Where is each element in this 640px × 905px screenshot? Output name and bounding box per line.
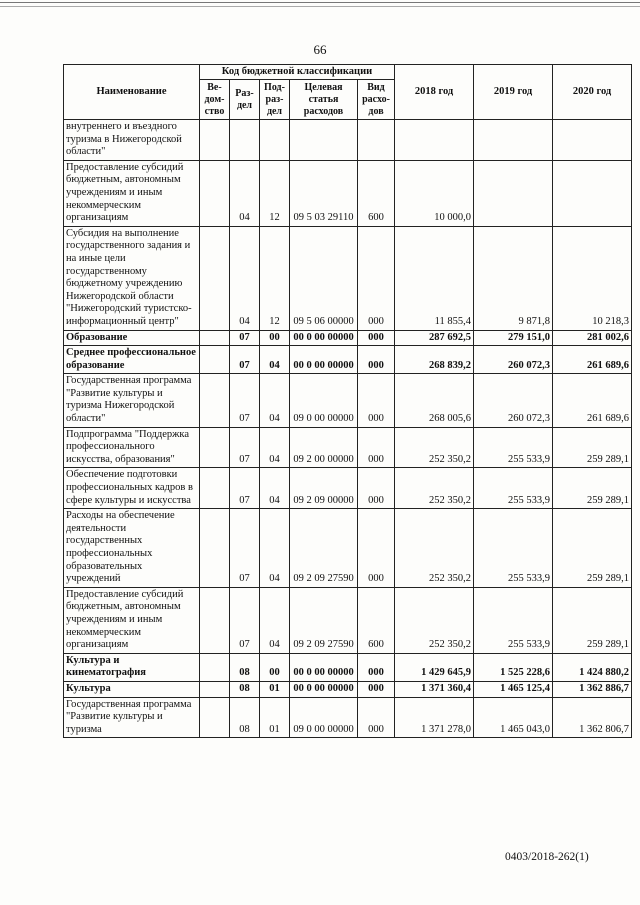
row-name: Субсидия на выполнение государственного задания и на иные цели государственному бюджетному учреждению Нижегородской области "Нижегородский туристско-информационный центр" (64, 226, 200, 330)
row-amount-2020: 281 002,6 (553, 330, 632, 346)
row-csr: 09 0 00 00000 (290, 374, 358, 427)
row-amount-2020: 1 424 880,2 (553, 653, 632, 681)
row-csr: 09 2 09 27590 (290, 587, 358, 653)
row-razdel: 07 (230, 330, 260, 346)
row-vr: 000 (358, 330, 395, 346)
row-vr (358, 120, 395, 161)
table-row (64, 468, 632, 509)
row-name: внутреннего и въездного туризма в Нижегородской области" (64, 120, 200, 161)
row-amount-2019 (474, 120, 553, 161)
row-amount-2019: 255 533,9 (474, 427, 553, 468)
header-2019: 2019 год (474, 65, 553, 120)
row-amount-2019: 255 533,9 (474, 509, 553, 588)
row-amount-2019: 1 465 125,4 (474, 681, 553, 697)
table-row (64, 160, 632, 226)
row-name: Подпрограмма "Поддержка профессионального искусства, образования" (64, 427, 200, 468)
row-vr: 000 (358, 374, 395, 427)
row-razdel: 04 (230, 160, 260, 226)
row-podrazdel (260, 120, 290, 161)
row-podrazdel: 12 (260, 226, 290, 330)
row-ved (200, 160, 230, 226)
row-vr: 000 (358, 509, 395, 588)
row-ved (200, 226, 230, 330)
row-podrazdel: 04 (260, 587, 290, 653)
header-razdel: Раз-дел (230, 80, 260, 120)
row-csr: 09 2 09 00000 (290, 468, 358, 509)
row-podrazdel: 00 (260, 330, 290, 346)
row-podrazdel: 01 (260, 697, 290, 738)
row-ved (200, 653, 230, 681)
header-vr: Вид расхо-дов (358, 80, 395, 120)
table-row (64, 697, 632, 738)
row-name: Образование (64, 330, 200, 346)
row-name: Культура (64, 681, 200, 697)
row-amount-2018: 252 350,2 (395, 427, 474, 468)
table-row (64, 681, 632, 697)
table-row (64, 427, 632, 468)
table-row (64, 226, 632, 330)
table-row (64, 120, 632, 161)
row-amount-2020 (553, 120, 632, 161)
row-razdel: 07 (230, 374, 260, 427)
row-amount-2019: 260 072,3 (474, 346, 553, 374)
row-ved (200, 697, 230, 738)
row-podrazdel: 00 (260, 653, 290, 681)
row-ved (200, 509, 230, 588)
row-amount-2019: 1 525 228,6 (474, 653, 553, 681)
table-row (64, 330, 632, 346)
row-amount-2019: 1 465 043,0 (474, 697, 553, 738)
header-csr: Целевая статья расходов (290, 80, 358, 120)
row-csr: 09 0 00 00000 (290, 697, 358, 738)
row-vr: 000 (358, 697, 395, 738)
row-amount-2020: 10 218,3 (553, 226, 632, 330)
row-razdel: 07 (230, 346, 260, 374)
row-amount-2020: 259 289,1 (553, 427, 632, 468)
row-name: Предоставление субсидий бюджетным, автономным учреждениям и иным некоммерческим организациям (64, 160, 200, 226)
header-podrazdel: Под-раз-дел (260, 80, 290, 120)
row-csr: 09 2 00 00000 (290, 427, 358, 468)
row-csr: 09 5 06 00000 (290, 226, 358, 330)
row-podrazdel: 04 (260, 346, 290, 374)
row-ved (200, 346, 230, 374)
row-name: Обеспечение подготовки профессиональных кадров в сфере культуры и искусства (64, 468, 200, 509)
row-ved (200, 587, 230, 653)
row-amount-2018: 252 350,2 (395, 509, 474, 588)
row-razdel: 07 (230, 509, 260, 588)
table-row (64, 587, 632, 653)
row-amount-2018: 252 350,2 (395, 468, 474, 509)
row-razdel: 07 (230, 427, 260, 468)
row-amount-2018: 268 005,6 (395, 374, 474, 427)
row-amount-2019: 279 151,0 (474, 330, 553, 346)
row-razdel (230, 120, 260, 161)
scan-top-line (0, 2, 640, 3)
page-number: 66 (313, 42, 327, 57)
row-ved (200, 120, 230, 161)
row-amount-2020: 261 689,6 (553, 346, 632, 374)
budget-table (63, 64, 632, 738)
row-amount-2018: 287 692,5 (395, 330, 474, 346)
row-amount-2019 (474, 160, 553, 226)
row-podrazdel: 01 (260, 681, 290, 697)
header-ved: Ве-дом-ство (200, 80, 230, 120)
header-name: Наименование (64, 65, 200, 120)
header-2020: 2020 год (553, 65, 632, 120)
row-vr: 000 (358, 653, 395, 681)
row-amount-2020: 1 362 806,7 (553, 697, 632, 738)
row-amount-2019: 255 533,9 (474, 468, 553, 509)
row-amount-2020: 261 689,6 (553, 374, 632, 427)
row-razdel: 07 (230, 587, 260, 653)
row-amount-2020 (553, 160, 632, 226)
row-ved (200, 681, 230, 697)
row-amount-2020: 259 289,1 (553, 587, 632, 653)
row-vr: 000 (358, 427, 395, 468)
row-vr: 000 (358, 226, 395, 330)
row-amount-2020: 259 289,1 (553, 509, 632, 588)
row-amount-2018: 11 855,4 (395, 226, 474, 330)
row-ved (200, 468, 230, 509)
row-name: Расходы на обеспечение деятельности государственных профессиональных образовательных учреждений (64, 509, 200, 588)
row-csr: 09 5 03 29110 (290, 160, 358, 226)
row-name: Среднее профессиональное образование (64, 346, 200, 374)
row-amount-2019: 260 072,3 (474, 374, 553, 427)
row-csr: 00 0 00 00000 (290, 330, 358, 346)
row-amount-2018: 10 000,0 (395, 160, 474, 226)
row-name: Государственная программа "Развитие культуры и туризма Нижегородской области" (64, 374, 200, 427)
row-amount-2019: 9 871,8 (474, 226, 553, 330)
row-razdel: 08 (230, 697, 260, 738)
row-razdel: 07 (230, 468, 260, 509)
table-row (64, 346, 632, 374)
row-amount-2018: 268 839,2 (395, 346, 474, 374)
row-razdel: 08 (230, 681, 260, 697)
row-amount-2020: 259 289,1 (553, 468, 632, 509)
row-amount-2019: 255 533,9 (474, 587, 553, 653)
row-vr: 000 (358, 681, 395, 697)
row-podrazdel: 04 (260, 468, 290, 509)
row-vr: 000 (358, 346, 395, 374)
row-name: Предоставление субсидий бюджетным, автономным учреждениям и иным некоммерческим организациям (64, 587, 200, 653)
row-podrazdel: 12 (260, 160, 290, 226)
row-amount-2018: 1 371 278,0 (395, 697, 474, 738)
row-name: Культура и кинематография (64, 653, 200, 681)
scan-top-line-secondary (0, 6, 640, 7)
row-csr: 00 0 00 00000 (290, 346, 358, 374)
row-name: Государственная программа "Развитие культуры и туризма (64, 697, 200, 738)
row-razdel: 04 (230, 226, 260, 330)
row-podrazdel: 04 (260, 374, 290, 427)
row-ved (200, 330, 230, 346)
row-vr: 600 (358, 160, 395, 226)
row-razdel: 08 (230, 653, 260, 681)
row-amount-2018 (395, 120, 474, 161)
row-amount-2018: 252 350,2 (395, 587, 474, 653)
row-amount-2020: 1 362 886,7 (553, 681, 632, 697)
row-podrazdel: 04 (260, 509, 290, 588)
row-csr (290, 120, 358, 161)
row-ved (200, 427, 230, 468)
table-row (64, 653, 632, 681)
table-row (64, 509, 632, 588)
row-vr: 000 (358, 468, 395, 509)
row-csr: 00 0 00 00000 (290, 681, 358, 697)
row-ved (200, 374, 230, 427)
header-2018: 2018 год (395, 65, 474, 120)
header-group: Код бюджетной классификации (200, 65, 395, 80)
document-code: 0403/2018-262(1) (505, 851, 589, 863)
row-amount-2018: 1 371 360,4 (395, 681, 474, 697)
row-csr: 00 0 00 00000 (290, 653, 358, 681)
row-podrazdel: 04 (260, 427, 290, 468)
row-vr: 600 (358, 587, 395, 653)
row-amount-2018: 1 429 645,9 (395, 653, 474, 681)
row-csr: 09 2 09 27590 (290, 509, 358, 588)
table-row (64, 374, 632, 427)
